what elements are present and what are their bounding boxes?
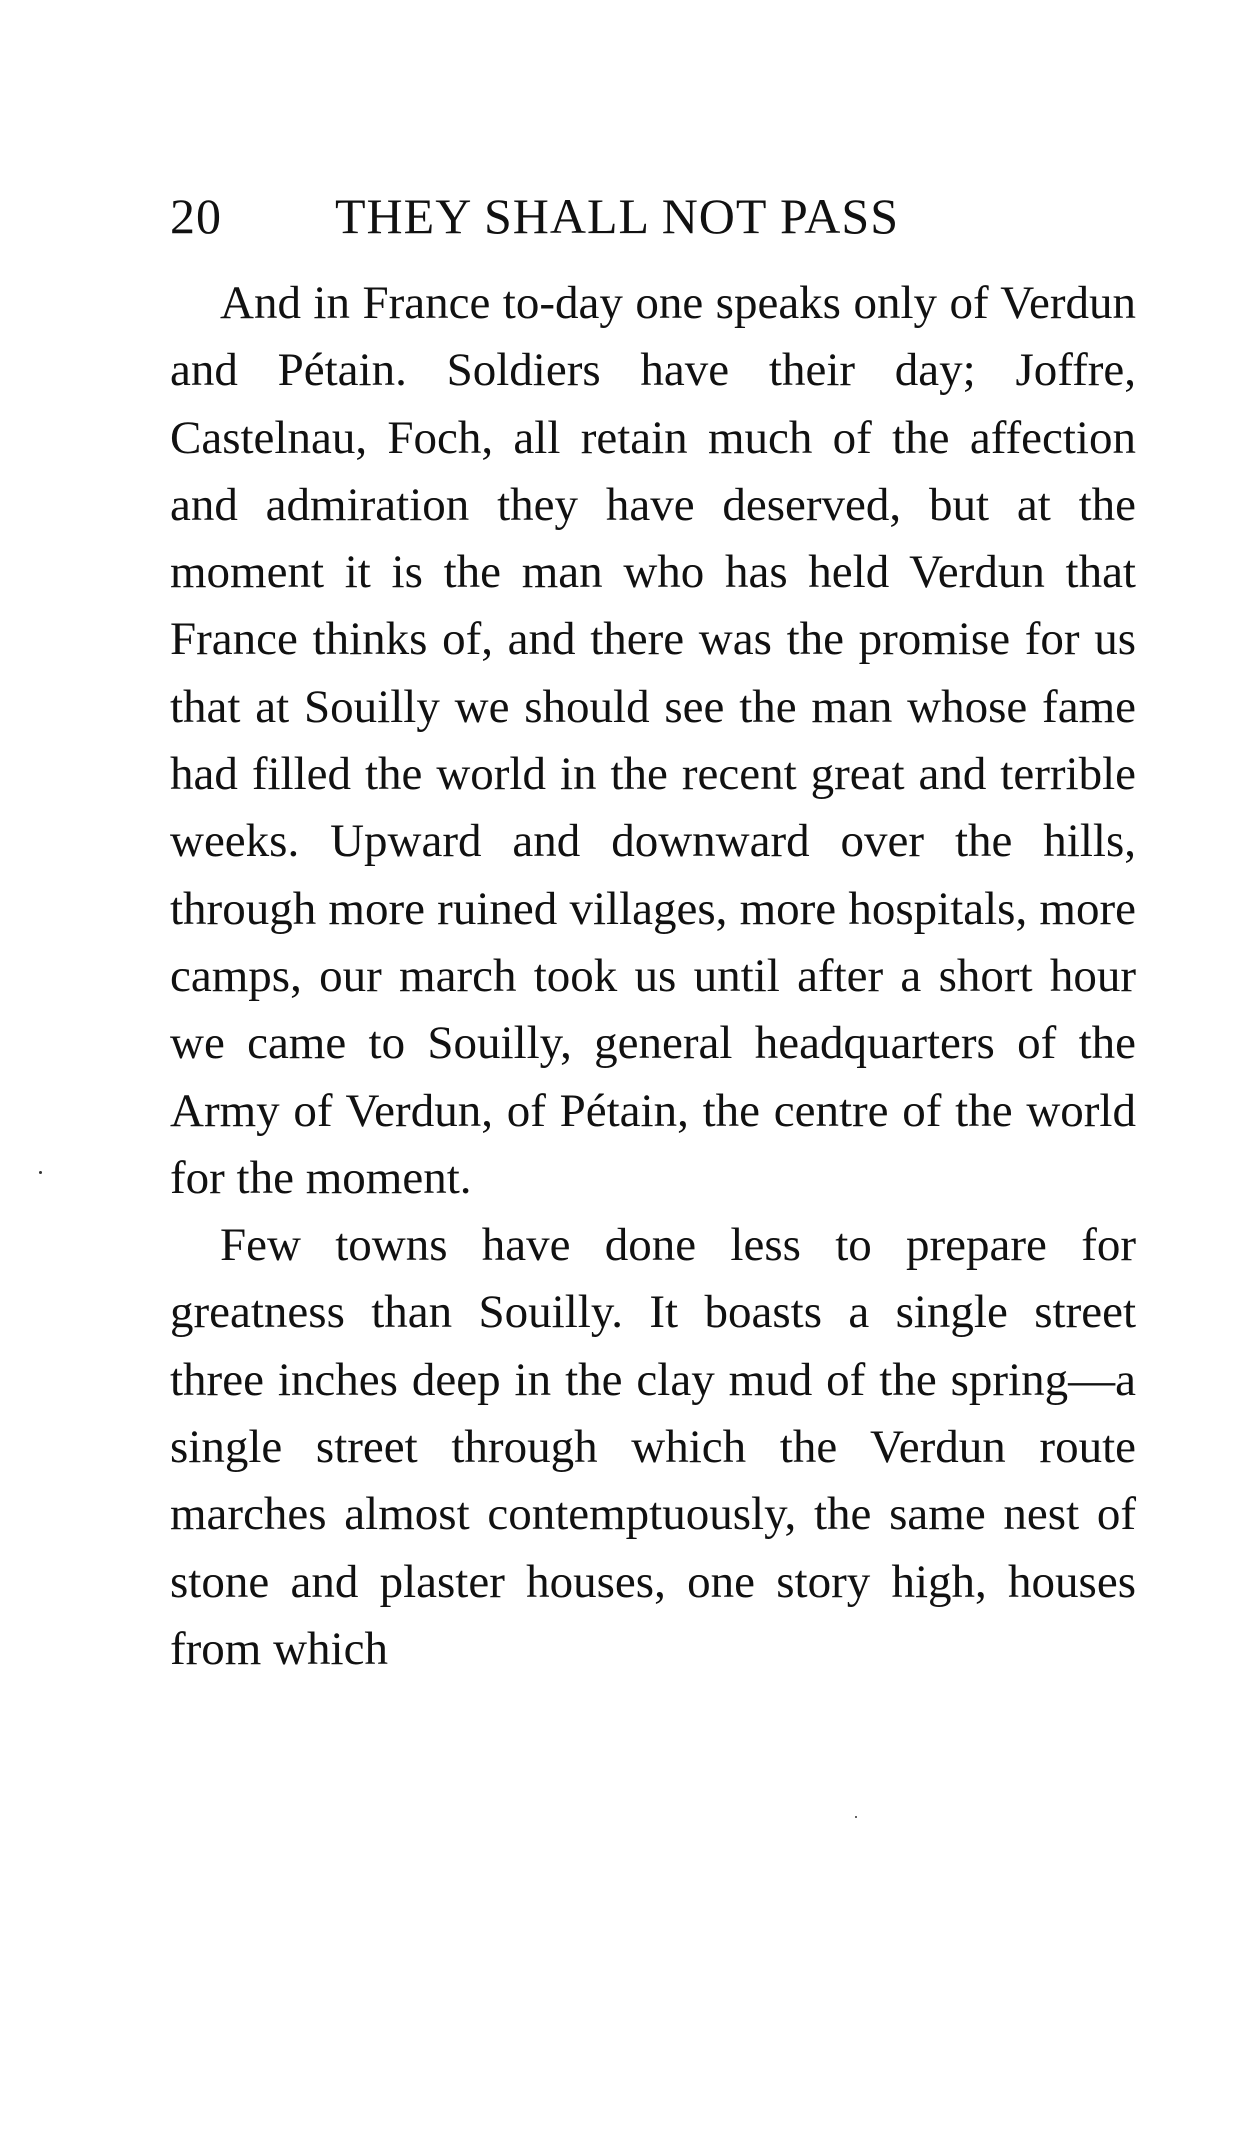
paragraph-1: And in France to-day one speaks only of Verdun and Pétain. Soldiers have their day; Joffre, Castelnau, Foch, all retain much of the affection and admiration they have deserved, but at the moment it is the man who has held Verdun that France thinks of, and there was the promise for us that at Souilly we should see the man whose fame had filled the world in the recent great and terrible weeks. Upward and downward over the hills, through more ruined villages, more hospitals, more camps, our march took us until after a short hour we came to Souilly, general headquarters of the Army of Verdun, of Pétain, the centre of the world for the moment.	[170, 277, 1136, 1204]
paragraph-2: Few towns have done less to prepare for greatness than Souilly. It boasts a single street three inches deep in the clay mud of the spring—a single street through which the Verdun route marches almost contemptuously, the same nest of stone and plaster houses, one story high, houses from which	[170, 1219, 1136, 1675]
scan-speck	[39, 1171, 42, 1174]
running-head	[170, 186, 1130, 246]
running-title: THEY SHALL NOT PASS	[335, 188, 899, 244]
body-text	[170, 270, 1136, 1683]
scan-speck	[855, 1816, 857, 1818]
page-number: 20	[170, 188, 222, 244]
